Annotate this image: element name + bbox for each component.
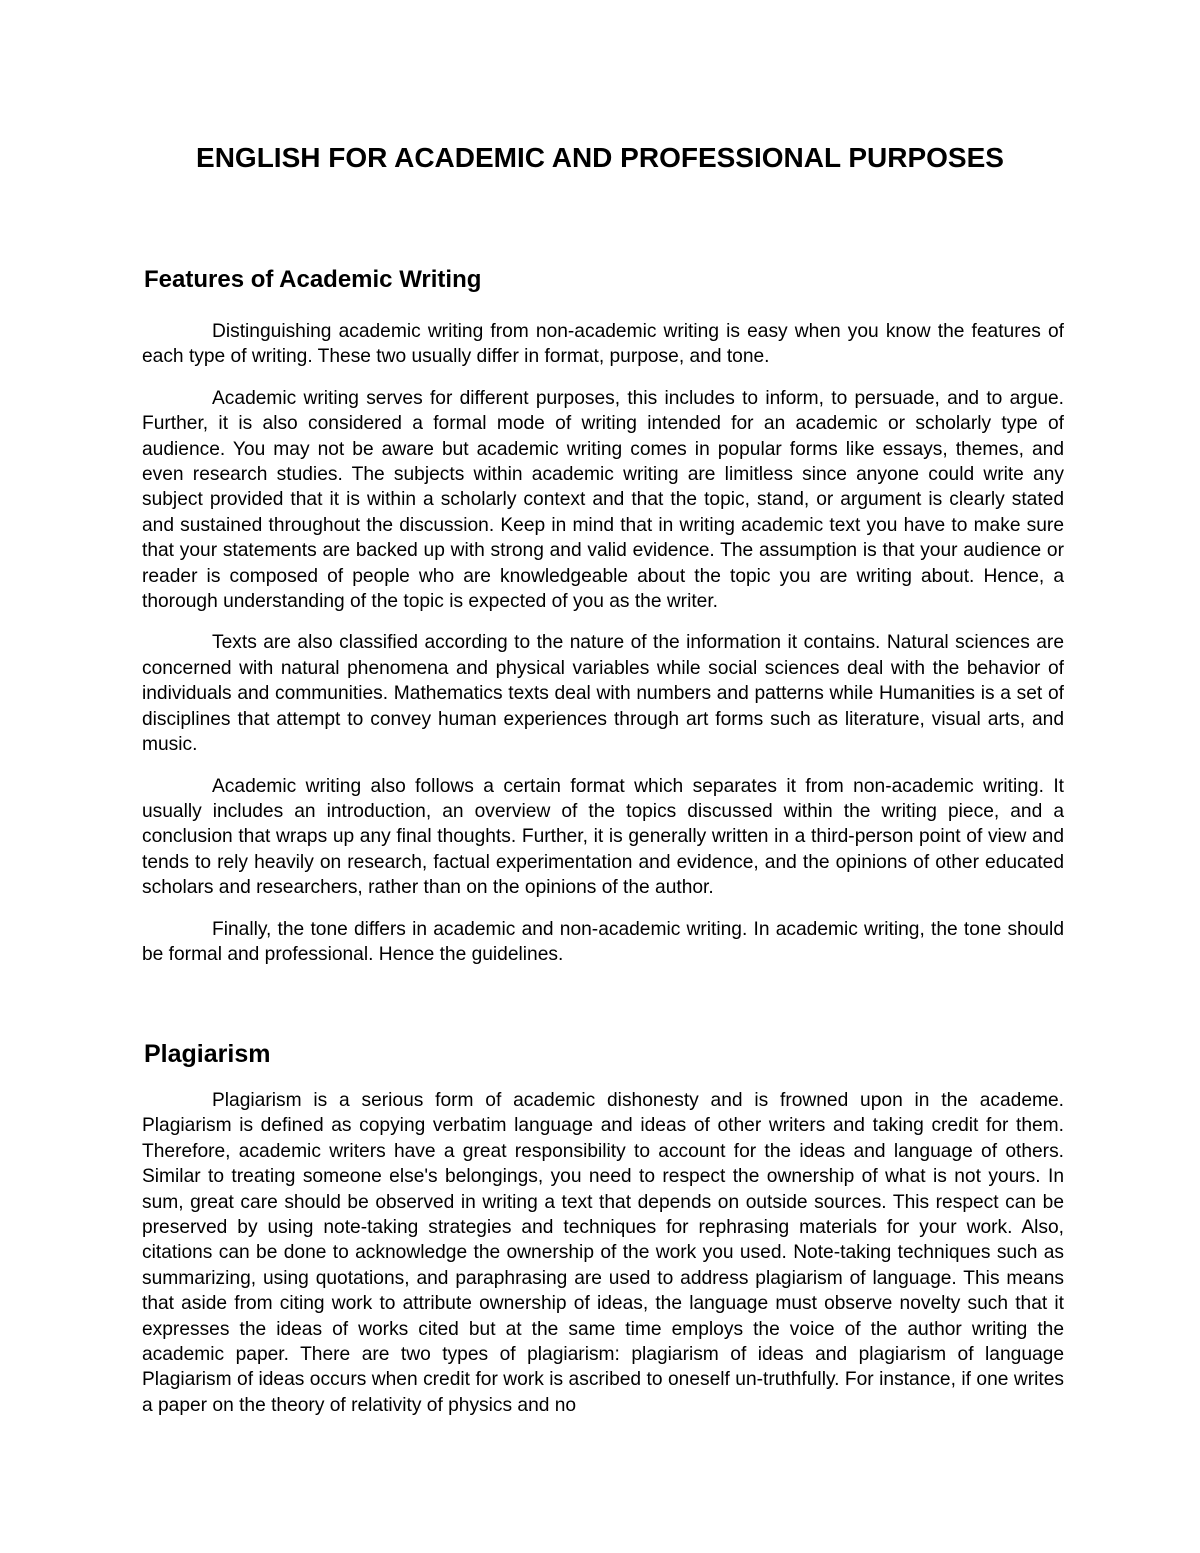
paragraph: Texts are also classified according to the nature of the information it contains. Natural sciences are concerned with natural phenomena and physical variables while social sciences deal with the behavior of individuals and communities. Mathematics texts deal with numbers and patterns while Humanities is a set of disciplines that attempt to convey human experiences through art forms such as literature, visual arts, and music. — [142, 632, 1064, 756]
document-title: ENGLISH FOR ACADEMIC AND PROFESSIONAL PURPOSES — [196, 142, 1004, 173]
plagiarism-section-body — [142, 1088, 1064, 1418]
features-section-body — [142, 319, 1064, 967]
paragraph: Academic writing also follows a certain format which separates it from non-academic writing. It usually includes an introduction, an overview of the topics discussed within the writing piece, and a conclusion that wraps up any final thoughts. Further, it is generally written in a third-person point of view and tends to rely heavily on research, factual experimentation and evidence, and the opinions of other educated scholars and researchers, rather than on the opinions of the author. — [142, 775, 1064, 899]
paragraph: Academic writing serves for different purposes, this includes to inform, to persuade, and to argue. Further, it is also considered a formal mode of writing intended for an academic or scholarly type of audience. You may not be aware but academic writing comes in popular forms like essays, themes, and even research studies. The subjects within academic writing are limitless since anyone could write any subject provided that it is within a scholarly context and that the topic, stand, or argument is clearly stated and sustained throughout the discussion. Keep in mind that in writing academic text you have to make sure that your statements are backed up with strong and valid evidence. The assumption is that your audience or reader is composed of people who are knowledgeable about the topic you are writing about. Hence, a thorough understanding of the topic is expected of you as the writer. — [142, 387, 1064, 613]
paragraph: Distinguishing academic writing from non-academic writing is easy when you know the features of each type of writing. These two usually differ in format, purpose, and tone. — [142, 321, 1064, 368]
section-heading-plagiarism: Plagiarism — [144, 1040, 271, 1068]
section-heading-features: Features of Academic Writing — [144, 266, 482, 293]
paragraph: Finally, the tone differs in academic and non-academic writing. In academic writing, the tone should be formal and professional. Hence the guidelines. — [142, 918, 1064, 965]
paragraph: Plagiarism is a serious form of academic dishonesty and is frowned upon in the academe. Plagiarism is defined as copying verbatim language and ideas of other writers and taking credit for them. Therefore, academic writers have a great responsibility to account for the ideas and language of others. Similar to treating someone else's belongings, you need to respect the ownership of what is not yours. In sum, great care should be observed in writing a text that depends on outside sources. This respect can be preserved by using note-taking strategies and techniques for rephrasing materials for your work. Also, citations can be done to acknowledge the ownership of the work you used. Note-taking techniques such as summarizing, using quotations, and paraphrasing are used to address plagiarism of language. This means that aside from citing work to attribute ownership of ideas, the language must observe novelty such that it expresses the ideas of works cited but at the same time employs the voice of the author writing the academic paper. There are two types of plagiarism: plagiarism of ideas and plagiarism of language Plagiarism of ideas occurs when credit for work is ascribed to oneself un-truthfully. For instance, if one writes a paper on the theory of relativity of physics and no — [142, 1090, 1064, 1416]
